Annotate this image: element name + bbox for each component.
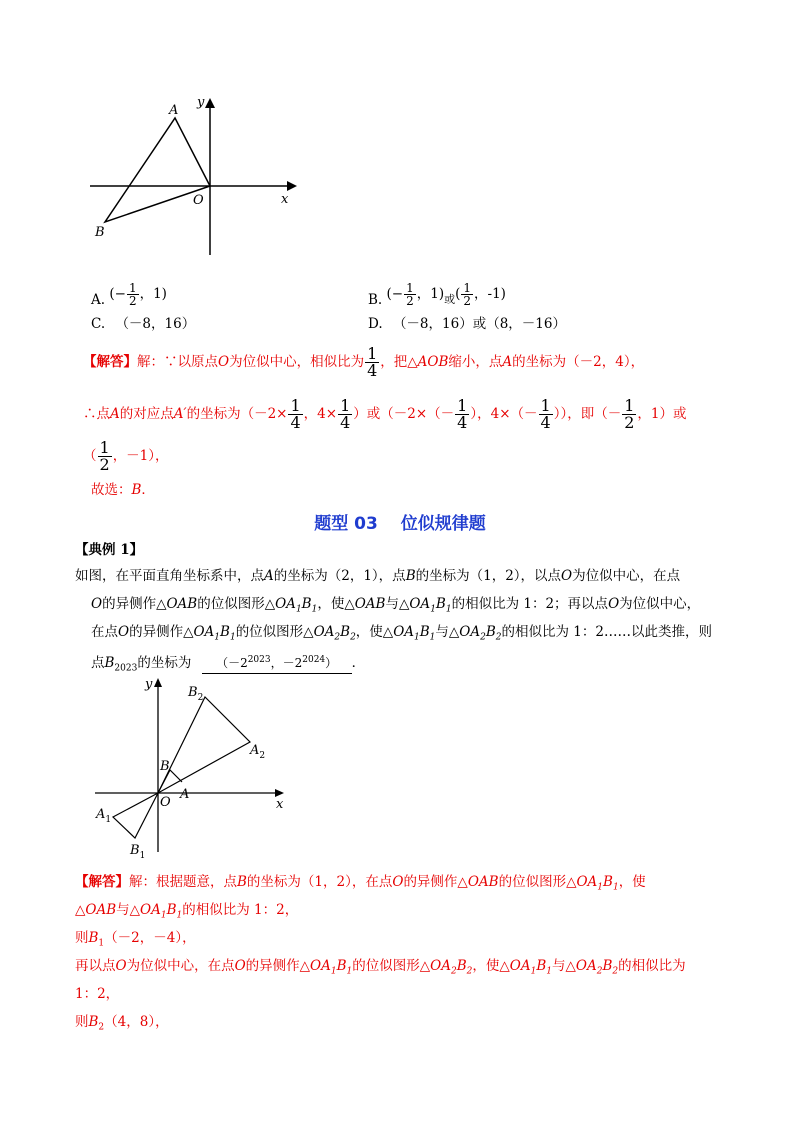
x-axis-arrow [287, 181, 297, 191]
a2-l2-OAB: OAB [85, 902, 117, 918]
answer2-line3 [75, 928, 196, 954]
a2-l4-t3-oa: OA [509, 958, 531, 974]
example-line3 [91, 622, 712, 648]
a2-l1-b: 的坐标为（1，2），在点 [246, 874, 393, 890]
option-a-label: A. [91, 292, 106, 308]
a1-l2-frac1 [288, 398, 302, 431]
a1-l4-a: 故选： [91, 482, 132, 498]
ex-p4-sub: 2023 [114, 663, 138, 674]
a2-l4-t2 [430, 958, 473, 977]
a2-l4-f: 与△ [551, 958, 576, 974]
a2-l4-t3-b: B [536, 958, 547, 974]
label-A: A [169, 103, 179, 118]
label-O-2: O [160, 795, 171, 810]
ex-p2-f: 为位似中心， [619, 596, 701, 612]
ex-p1-a: 如图，在平面直角坐标系中，点 [75, 568, 264, 584]
a1-l2-n3: 1 [457, 396, 468, 415]
a2-l2-c: 的相似比为 1：2， [182, 902, 299, 918]
a1-l2-A: A [110, 406, 120, 422]
option-c[interactable] [91, 314, 195, 334]
ex-p1-c: 的坐标为（1，2），以点 [415, 568, 562, 584]
a1-l1-num: 1 [367, 344, 378, 363]
a1-l1-a: 解：∵以原点 [137, 354, 218, 370]
a2-l1-d: 的位似图形△ [498, 874, 577, 890]
a2-l2-t-b: B [166, 902, 177, 918]
a2-l4-t1-s2: 1 [346, 966, 353, 977]
label-y-2: y [145, 677, 153, 692]
a1-l2-frac3 [455, 398, 469, 431]
ex-p4-end: ． [351, 655, 366, 671]
a2-l4-c: 的异侧作△ [245, 958, 311, 974]
option-a-post: ，1) [139, 286, 167, 302]
a1-l3-a: （ [83, 448, 97, 464]
ex-p2-a: 的异侧作△ [102, 596, 167, 612]
ex-p3-O: O [118, 624, 130, 640]
a2-l4-t1-oa: OA [310, 958, 331, 974]
ex-p2-OA1B1 [275, 596, 318, 615]
a1-l2-Ap: A′ [173, 406, 187, 422]
a2-l4-t4 [575, 958, 619, 977]
a2-l6-sub: 2 [98, 1022, 105, 1033]
a2-l1-OAB: OAB [467, 874, 499, 890]
a1-l2-d1: 4 [290, 413, 301, 432]
a2-l4-t4-b: B [602, 958, 613, 974]
ex-ans-c: ） [325, 656, 338, 670]
ex-p2-OAB2: OAB [354, 596, 386, 612]
a1-l2-frac5 [622, 398, 636, 431]
ex-p1-O: O [561, 568, 573, 584]
a2-l4-t3 [509, 958, 552, 977]
option-b-pre2: ( [455, 286, 461, 302]
y-axis-arrow-2 [154, 678, 162, 687]
ex-p4-b: 的坐标为 [137, 655, 192, 671]
a1-l2-e: ）或（－2×（－ [353, 406, 455, 422]
a2-l4-t2-oa: OA [430, 958, 451, 974]
ex-p3-t4-oa: OA [459, 624, 481, 640]
ex-p2-OA1B1-b [409, 596, 452, 615]
label-O: O [193, 193, 204, 208]
a1-l2-frac2 [338, 398, 352, 431]
ex-p3-t1-b: B [220, 624, 230, 640]
label-A1: $A_1$ [96, 807, 112, 825]
ex-p3-c: 的位似图形△ [235, 624, 314, 640]
option-a-frac [127, 282, 139, 307]
a1-l2-d4: 4 [540, 413, 551, 432]
option-a-den: 2 [128, 294, 137, 308]
ex-p3-t3-oa: OA [393, 624, 415, 640]
label-B2: $B_2$ [188, 685, 204, 703]
a1-l4-b: ． [141, 482, 155, 498]
ex-p3-t4-s2: 2 [495, 632, 502, 643]
ex-p3-t1 [193, 624, 236, 643]
y-axis-arrow [205, 98, 215, 108]
label-x: x [281, 192, 289, 207]
section-title: 题型 03 位似规律题 [314, 514, 486, 534]
a1-l1-e: 的坐标为（－2，4）， [512, 354, 645, 370]
a1-l2-d2: 4 [340, 413, 351, 432]
ex-p3-t1-s1: 1 [214, 632, 221, 643]
option-b-or: 或 [444, 293, 456, 306]
a2-l1-e: ，使 [618, 874, 646, 890]
ex-p2-sub1: 1 [295, 604, 302, 615]
ex-p3-t2-s2: 2 [350, 632, 356, 643]
a1-l2-n4: 1 [540, 396, 551, 415]
option-b-num2: 1 [463, 281, 472, 295]
ex-p2-O2: O [608, 596, 620, 612]
ex-p3-t3 [393, 624, 436, 643]
ex-p2-c: ，使△ [317, 596, 355, 612]
ex-p3-t1-s2: 1 [229, 632, 236, 643]
a2-l1-a: 解：根据题意，点 [129, 874, 237, 890]
a2-l4-t1-b: B [336, 958, 347, 974]
a2-l4-b: 为位似中心，在点 [126, 958, 235, 974]
option-a-num: 1 [128, 281, 137, 295]
answer2-line4 [75, 956, 686, 982]
option-b-post2: ，-1) [474, 286, 506, 302]
option-d[interactable] [368, 314, 566, 334]
a2-l2-t-s2: 1 [176, 910, 183, 921]
a2-l4-t2-s1: 2 [450, 966, 457, 977]
a2-l1-c: 的异侧作△ [403, 874, 468, 890]
a1-l2-n2: 1 [340, 396, 351, 415]
a1-l2-d3: 4 [457, 413, 468, 432]
ex-p1-d: 为位似中心，在点 [572, 568, 681, 584]
option-d-label: D. [368, 316, 383, 332]
ex-p2-OAB: OAB [166, 596, 198, 612]
ex-p3-t4 [459, 624, 502, 643]
label-A2: $A_2$ [250, 743, 266, 761]
a2-l1-t-b: B [603, 874, 613, 890]
a1-l1-AOB: AOB [417, 354, 449, 370]
a1-l1-frac [365, 346, 379, 379]
ex-ans-b: ，－2 [270, 656, 303, 670]
ex-p3-t3-s2: 1 [429, 632, 436, 643]
ex-p2-e: 的相似比为 1：2；再以点 [451, 596, 609, 612]
ex-p3-b: 的异侧作△ [129, 624, 194, 640]
triangle-oa2b2 [158, 697, 250, 793]
label-B-2: B [160, 759, 170, 774]
answer2-tag: 【解答】 [75, 874, 129, 890]
a2-l4-t4-oa: OA [575, 958, 597, 974]
figure-homothety [90, 672, 300, 862]
a1-l2-g: ）），即（－ [553, 406, 622, 422]
a1-l2-n1: 1 [290, 396, 301, 415]
ex-p2-Bb: B [301, 596, 312, 612]
ex-p3-t4-b: B [485, 624, 496, 640]
a2-l4-t4-s2: 2 [612, 966, 619, 977]
a1-l1-b: 为位似中心，相似比为 [229, 354, 365, 370]
ex-ans-sup1: 2023 [247, 655, 271, 665]
a2-l4-e: ，使△ [472, 958, 510, 974]
a2-l6-B: B [88, 1014, 99, 1030]
a1-l3-b: ，－1）， [112, 448, 169, 464]
option-b-frac1 [404, 282, 416, 307]
option-b-pre: (− [386, 286, 404, 302]
ex-p3-e: 与△ [435, 624, 460, 640]
ex-p3-t3-s1: 1 [414, 632, 420, 643]
a1-l1-c: ，把△ [380, 354, 418, 370]
option-b-frac2 [461, 282, 473, 307]
ex-p2-d: 与△ [385, 596, 410, 612]
a1-l1-O: O [218, 354, 230, 370]
option-a-value [109, 281, 167, 308]
answer2-line1 [75, 872, 646, 898]
a2-l6-b: （4，8）， [104, 1014, 169, 1030]
triangle-oa1b1 [113, 793, 158, 838]
ex-p2-b: 的位似图形△ [197, 596, 276, 612]
a2-l3-b: （－2，－4）， [104, 930, 196, 946]
a2-l4-d: 的位似图形△ [352, 958, 431, 974]
a1-l2-d5: 2 [624, 413, 635, 432]
a1-l2-f: ），4×（－ [470, 406, 538, 422]
option-b[interactable] [368, 282, 506, 307]
a1-l2-h: ，1）或 [637, 406, 687, 422]
a2-l4-t2-s2: 2 [466, 966, 473, 977]
a2-l3-B: B [88, 930, 99, 946]
a2-l4-g: 的相似比为 [618, 958, 686, 974]
example-line1 [75, 566, 680, 586]
a1-l2-b: 的对应点 [119, 406, 174, 422]
a2-l2-t-s1: 1 [160, 910, 167, 921]
option-c-text: （－8，16） [115, 316, 196, 332]
a1-l2-a: ∴点 [83, 406, 110, 422]
answer2-line6 [75, 1012, 169, 1038]
ex-p3-f: 的相似比为 1：2……以此类推，则 [501, 624, 712, 640]
example-answer-blank[interactable] [202, 650, 352, 674]
ex-p3-t4-s1: 2 [480, 632, 486, 643]
a2-l4-a: 再以点 [75, 958, 116, 974]
a2-l1-t-oa: OA [576, 874, 598, 890]
ex-p2-sub1c: 1 [430, 604, 436, 615]
a2-l6-a: 则 [75, 1014, 89, 1030]
answer1-tag: 【解答】 [83, 354, 137, 370]
answer1-line4 [91, 480, 155, 500]
a1-l2-frac4 [539, 398, 553, 431]
ex-p3-a: 在点 [91, 624, 118, 640]
ex-p3-d: ，使△ [355, 624, 394, 640]
a1-l3-frac [98, 440, 112, 473]
a2-l4-t2-b: B [456, 958, 467, 974]
ex-p3-t2-oa: OA [313, 624, 335, 640]
a1-l3-d: 2 [99, 455, 110, 474]
ex-ans-a: （－2 [216, 656, 248, 670]
a1-l4-B: B [131, 482, 142, 498]
answer2-line2 [75, 900, 298, 926]
label-A-2: A [180, 787, 190, 802]
ex-p2-OA-b: OA [409, 596, 431, 612]
a2-l3-sub: 1 [98, 938, 105, 949]
option-b-den2: 2 [463, 294, 472, 308]
ex-p3-t1-oa: OA [193, 624, 215, 640]
option-b-mid: ，1) [416, 286, 445, 302]
a2-l4-t1-s1: 1 [330, 966, 337, 977]
a2-l1-B: B [237, 874, 247, 890]
a2-l2-a: △ [75, 902, 86, 918]
a1-l1-den: 4 [367, 361, 378, 380]
ex-ans-sup2: 2024 [302, 655, 326, 665]
a2-l1-t-s2: 1 [612, 882, 619, 893]
answer1-line3 [83, 440, 169, 473]
answer1-line2 [83, 398, 686, 431]
ex-p4-B: B [104, 655, 115, 671]
label-y: y [197, 95, 205, 110]
option-a-pre: (− [109, 286, 126, 302]
a2-l1-t-s1: 1 [597, 882, 604, 893]
a2-l4-t3-s2: 1 [546, 966, 552, 977]
a1-l2-c: 的坐标为（－2× [186, 406, 288, 422]
ex-p2-O: O [91, 596, 103, 612]
a1-l1-d: 缩小，点 [448, 354, 503, 370]
a2-l2-t [140, 902, 183, 921]
ex-p1-b: 的坐标为（2，1），点 [273, 568, 406, 584]
example-line2 [91, 594, 700, 620]
a2-l4-O2: O [234, 958, 246, 974]
a2-l4-t1 [310, 958, 353, 977]
option-d-text: （－8，16）或（8，－16） [392, 316, 566, 332]
ex-p2-sub1d: 1 [445, 604, 452, 615]
label-x-2: x [276, 797, 284, 812]
a2-l1-O: O [392, 874, 404, 890]
a1-l3-n: 1 [99, 438, 110, 457]
a2-l4-t3-s1: 1 [530, 966, 537, 977]
ex-p4-a: 点 [91, 655, 105, 671]
a2-l4-O: O [115, 958, 127, 974]
a2-l1-t [576, 874, 619, 893]
figure-triangle-aob [85, 90, 315, 260]
a2-l3-a: 则 [75, 930, 89, 946]
answer1-line1 [83, 346, 644, 379]
a2-l2-t-oa: OA [140, 902, 161, 918]
example-tag: 【典例 1】 [75, 542, 144, 558]
a1-l2-d: ，4× [303, 406, 338, 422]
ex-p2-OA: OA [275, 596, 296, 612]
a2-l4-t4-s1: 2 [596, 966, 603, 977]
ex-p1-A: A [264, 568, 274, 584]
ex-p1-B: B [405, 568, 416, 584]
a2-l2-b: 与△ [116, 902, 141, 918]
option-b-num1: 1 [406, 281, 414, 295]
option-b-den1: 2 [406, 294, 414, 308]
a1-l1-A: A [502, 354, 513, 370]
x-axis-arrow-2 [275, 789, 284, 797]
ex-p3-t2 [313, 624, 356, 643]
ex-p3-t2-s1: 2 [334, 632, 341, 643]
ex-p2-sub1b: 1 [311, 604, 318, 615]
ex-p3-t2-b: B [340, 624, 351, 640]
label-B1: $B_1$ [130, 843, 146, 861]
label-B: B [95, 225, 105, 240]
a1-l2-n5: 1 [624, 396, 635, 415]
option-b-label: B. [368, 292, 383, 308]
ex-p3-t3-b: B [419, 624, 430, 640]
ex-p2-Bc: B [435, 596, 446, 612]
option-c-label: C. [91, 316, 106, 332]
option-a[interactable] [91, 282, 167, 307]
answer2-line5: 1：2， [75, 986, 120, 1002]
